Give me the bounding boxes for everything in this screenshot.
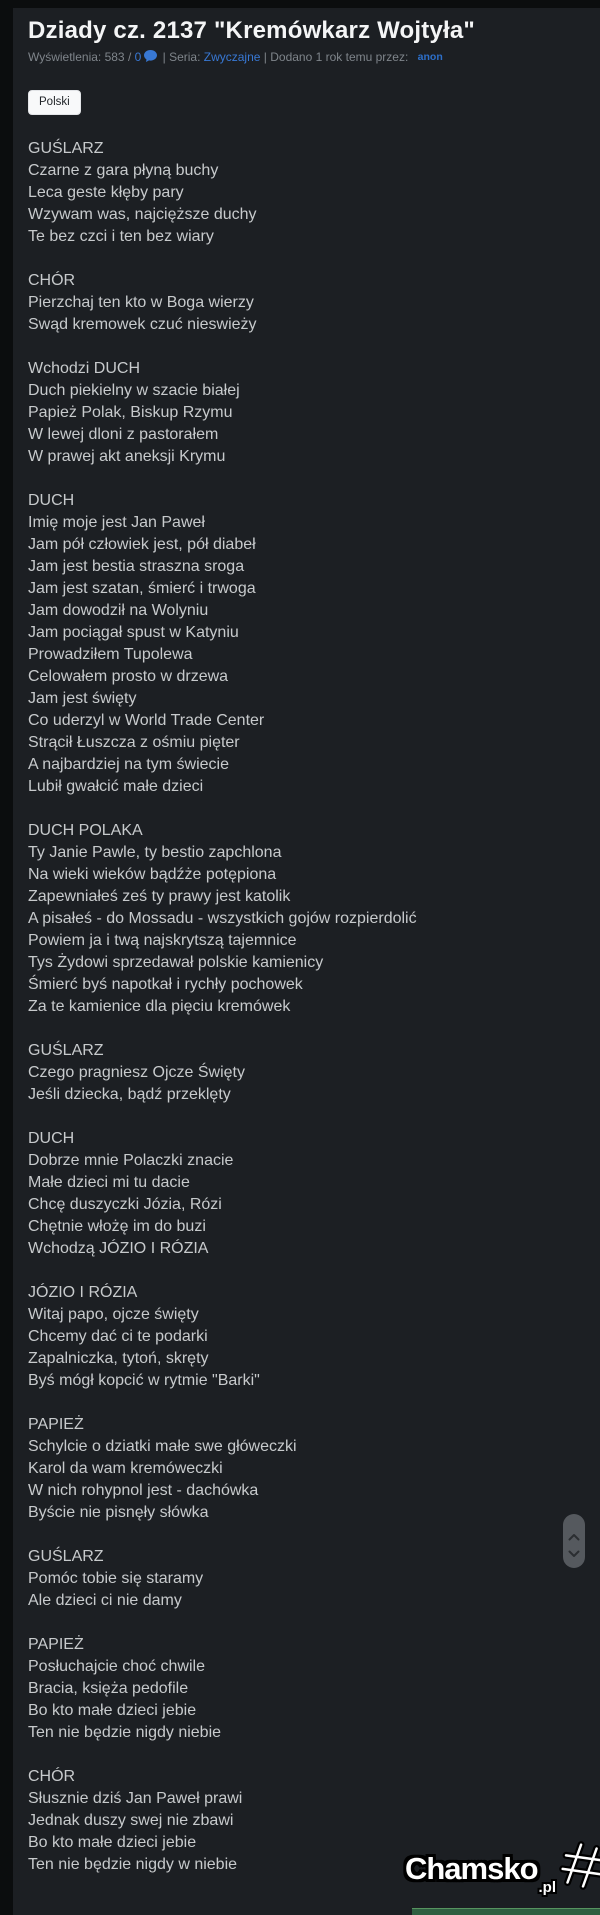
stanza-speaker: JÓZIO I RÓZIA bbox=[28, 1284, 138, 1301]
poem-line: W prawej akt aneksji Krymu bbox=[28, 448, 226, 465]
stanza bbox=[28, 490, 580, 798]
series-link[interactable]: Zwyczajne bbox=[203, 50, 261, 64]
stanza bbox=[28, 358, 580, 468]
poem-line: Na wieki wieków bądźże potępiona bbox=[28, 866, 277, 883]
stanza-speaker: DUCH bbox=[28, 1130, 75, 1147]
poem-line: Strącił Łuszcza z ośmiu pięter bbox=[28, 734, 240, 751]
poem-line: Chętnie włożę im do buzi bbox=[28, 1218, 206, 1235]
poem-line: Jam jest bestia straszna sroga bbox=[28, 558, 245, 575]
scroll-widget bbox=[563, 1514, 585, 1568]
stanza-speaker: Wchodzi DUCH bbox=[28, 360, 141, 377]
poem-line: Czego pragniesz Ojcze Święty bbox=[28, 1064, 245, 1081]
bottom-green-strip bbox=[412, 1908, 600, 1915]
comment-bubble-icon[interactable] bbox=[144, 50, 157, 66]
stanza bbox=[28, 270, 580, 336]
poem-line: Za te kamienice dla pięciu kremówek bbox=[28, 998, 291, 1015]
poem-line: Byście nie pisnęły słówka bbox=[28, 1504, 209, 1521]
poem-line: Swąd kremowek czuć nieswieży bbox=[28, 316, 257, 333]
poem-line: Jednak duszy swej nie zbawi bbox=[28, 1812, 234, 1829]
poem-line: Zapalniczka, tytoń, skręty bbox=[28, 1350, 209, 1367]
site-logo bbox=[405, 1840, 600, 1897]
poem-line: Słusznie dziś Jan Paweł prawi bbox=[28, 1790, 243, 1807]
poem-line: Chcemy dać ci te podarki bbox=[28, 1328, 208, 1345]
poem-line: Celowałem prosto w drzewa bbox=[28, 668, 229, 685]
poem-line: Tys Żydowi sprzedawał polskie kamienicy bbox=[28, 954, 324, 971]
poem-line: Chcę duszyczki Józia, Rózi bbox=[28, 1196, 222, 1213]
stanza-speaker: CHÓR bbox=[28, 272, 76, 289]
hash-logo-icon bbox=[560, 1840, 600, 1897]
stanza-speaker: PAPIEŻ bbox=[28, 1636, 84, 1653]
page-title: Dziady cz. 2137 "Kremówkarz Wojtyła" bbox=[28, 17, 476, 44]
poem-line: Papież Polak, Biskup Rzymu bbox=[28, 404, 233, 421]
content-card bbox=[13, 8, 600, 1915]
poem-line: Bo kto małe dzieci jebie bbox=[28, 1702, 197, 1719]
poem-line: Bo kto małe dzieci jebie bbox=[28, 1834, 197, 1851]
poem-line: Byś mógł kopcić w rytmie "Barki" bbox=[28, 1372, 260, 1389]
stanza bbox=[28, 1282, 580, 1392]
poem-line: Małe dzieci mi tu dacie bbox=[28, 1174, 190, 1191]
poem-line: Jam jest święty bbox=[28, 690, 137, 707]
stanza bbox=[28, 1128, 580, 1260]
poem-line: Ten nie będzie nigdy niebie bbox=[28, 1724, 222, 1741]
poem-line: Lubił gwałcić małe dzieci bbox=[28, 778, 204, 795]
stanza bbox=[28, 1546, 580, 1612]
scroll-up-button[interactable] bbox=[568, 1529, 580, 1537]
poem-line: A najbardziej na tym świecie bbox=[28, 756, 229, 773]
poem-line: Te bez czci i ten bez wiary bbox=[28, 228, 214, 245]
poem-line: Witaj papo, ojcze święty bbox=[28, 1306, 199, 1323]
poem-line: Jam jest szatan, śmierć i trwoga bbox=[28, 580, 256, 597]
stanza bbox=[28, 820, 580, 1018]
poem-line: Powiem ja i twą najskrytszą tajemnice bbox=[28, 932, 297, 949]
scroll-down-button[interactable] bbox=[568, 1546, 580, 1554]
poem-line: Duch piekielny w szacie białej bbox=[28, 382, 240, 399]
poem-line: Co uderzyl w World Trade Center bbox=[28, 712, 265, 729]
poem-line: W lewej dloni z pastorałem bbox=[28, 426, 219, 443]
stanza-speaker: DUCH bbox=[28, 492, 75, 509]
stanza-speaker: GUŚLARZ bbox=[28, 1548, 104, 1565]
stanza bbox=[28, 1040, 580, 1106]
poem-line: Jam pociągał spust w Katyniu bbox=[28, 624, 239, 641]
poem-line: Jeśli dziecka, bądź przeklęty bbox=[28, 1086, 231, 1103]
poem-line: Ty Janie Pawle, ty bestio zapchlona bbox=[28, 844, 282, 861]
added-label: | Dodano 1 rok temu przez: bbox=[260, 50, 412, 64]
language-tag-polski[interactable]: Polski bbox=[28, 90, 81, 115]
poem-line: Jam dowodził na Wolyniu bbox=[28, 602, 209, 619]
poem-line: Ale dzieci ci nie damy bbox=[28, 1592, 182, 1609]
poem-line: Karol da wam kremóweczki bbox=[28, 1460, 223, 1477]
poem-line: Wzywam was, najcięższe duchy bbox=[28, 206, 257, 223]
stanza-speaker: GUŚLARZ bbox=[28, 1042, 104, 1059]
views-label: Wyświetlenia: 583 / bbox=[28, 50, 135, 64]
poem-line: Imię moje jest Jan Paweł bbox=[28, 514, 205, 531]
poem-line: Pomóc tobie się staramy bbox=[28, 1570, 204, 1587]
meta-line bbox=[28, 49, 580, 65]
poem-line: Jam pół człowiek jest, pół diabeł bbox=[28, 536, 256, 553]
poem-line: Śmierć byś napotkał i rychły pochowek bbox=[28, 976, 303, 993]
poem-line: Schylcie o dziatki małe swe główeczki bbox=[28, 1438, 297, 1455]
poem-line: Dobrze mnie Polaczki znacie bbox=[28, 1152, 234, 1169]
poem-line: Leca geste kłęby pary bbox=[28, 184, 184, 201]
site-logo-suffix: .pl bbox=[538, 1879, 556, 1896]
poem-line: A pisałeś - do Mossadu - wszystkich gojów rozpierdolić bbox=[28, 910, 417, 927]
poem-line: Prowadziłem Tupolewa bbox=[28, 646, 193, 663]
poem-line: Pierzchaj ten kto w Boga wierzy bbox=[28, 294, 254, 311]
comments-count-link[interactable]: 0 bbox=[134, 50, 142, 64]
poem-line: Wchodzą JÓZIO I RÓZIA bbox=[28, 1240, 209, 1257]
stanza-speaker: GUŚLARZ bbox=[28, 140, 104, 157]
chevron-down-icon bbox=[568, 1546, 580, 1561]
series-label: | Seria: bbox=[159, 50, 204, 64]
stanza-speaker: DUCH POLAKA bbox=[28, 822, 143, 839]
poem-line: Ten nie będzie nigdy w niebie bbox=[28, 1856, 238, 1873]
stanza-speaker: CHÓR bbox=[28, 1768, 76, 1785]
stanza bbox=[28, 138, 580, 248]
stanza bbox=[28, 1414, 580, 1524]
poem-line: Czarne z gara płyną buchy bbox=[28, 162, 219, 179]
poem-line: Posłuchajcie choć chwile bbox=[28, 1658, 205, 1675]
poem-line: Bracia, księża pedofile bbox=[28, 1680, 189, 1697]
site-logo-text: Chamsko bbox=[404, 1851, 538, 1886]
poem-body bbox=[28, 138, 580, 1876]
author-link[interactable]: anon bbox=[417, 51, 443, 63]
chevron-up-icon bbox=[568, 1529, 580, 1544]
poem-line: Zapewniałeś ześ ty prawy jest katolik bbox=[28, 888, 291, 905]
stanza bbox=[28, 1634, 580, 1744]
stanza-speaker: PAPIEŻ bbox=[28, 1416, 84, 1433]
poem-line: W nich rohypnol jest - dachówka bbox=[28, 1482, 259, 1499]
